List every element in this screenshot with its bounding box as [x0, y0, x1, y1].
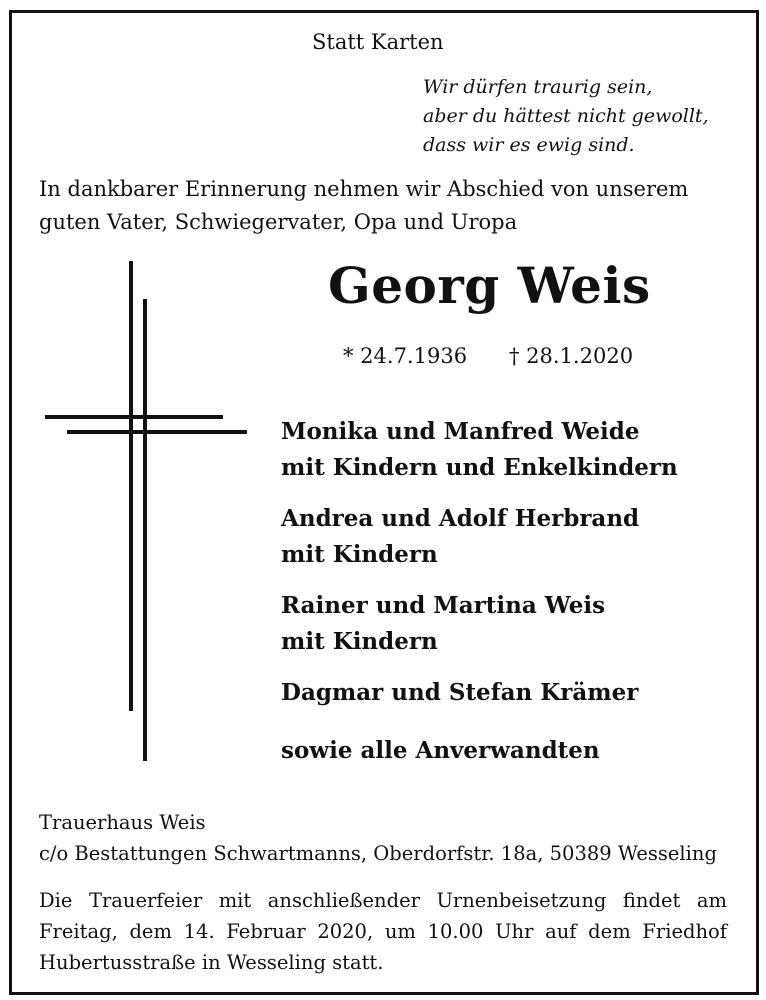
- ceremony-info: Die Trauerfeier mit anschließender Urnenbeisetzung findet am Freitag, dem 14. Februar 2020, um 10.00 Uhr auf dem Friedhof Hubertusstraße in Wesseling statt.: [39, 889, 727, 974]
- heading: Statt Karten: [312, 30, 444, 54]
- address-line: Trauerhaus Weis: [39, 811, 206, 834]
- family-note: mit Kindern: [281, 628, 438, 655]
- quote-line: dass wir es ewig sind.: [423, 134, 635, 156]
- family-note: mit Kindern: [281, 541, 438, 568]
- family-names: Rainer und Martina Weis: [281, 592, 606, 619]
- quote: [423, 73, 709, 160]
- family-names: Andrea und Adolf Herbrand: [281, 505, 640, 532]
- family-entry: [281, 414, 678, 486]
- mourners-list: [281, 414, 678, 726]
- family-note: mit Kindern und Enkelkindern: [281, 454, 678, 481]
- deceased-name: Georg Weis: [328, 256, 651, 315]
- family-names: Dagmar und Stefan Krämer: [281, 679, 639, 706]
- death-date: † 28.1.2020: [509, 344, 634, 368]
- family-names: Monika und Manfred Weide: [281, 418, 640, 445]
- intro-line: In dankbarer Erinnerung nehmen wir Abschied von unserem: [39, 177, 689, 201]
- birth-date: * 24.7.1936: [343, 344, 468, 368]
- quote-line: aber du hättest nicht gewollt,: [423, 105, 709, 127]
- intro-line: guten Vater, Schwiegervater, Opa und Uropa: [39, 210, 518, 234]
- family-entry: [281, 588, 678, 660]
- intro-text: [39, 173, 729, 239]
- family-entry: [281, 675, 678, 711]
- quote-line: Wir dürfen traurig sein,: [423, 76, 653, 98]
- family-entry: [281, 501, 678, 573]
- mourning-address: [39, 807, 717, 869]
- address-line: c/o Bestattungen Schwartmanns, Oberdorfstr. 18a, 50389 Wesseling: [39, 842, 717, 865]
- closing-line: sowie alle Anverwandten: [281, 737, 600, 764]
